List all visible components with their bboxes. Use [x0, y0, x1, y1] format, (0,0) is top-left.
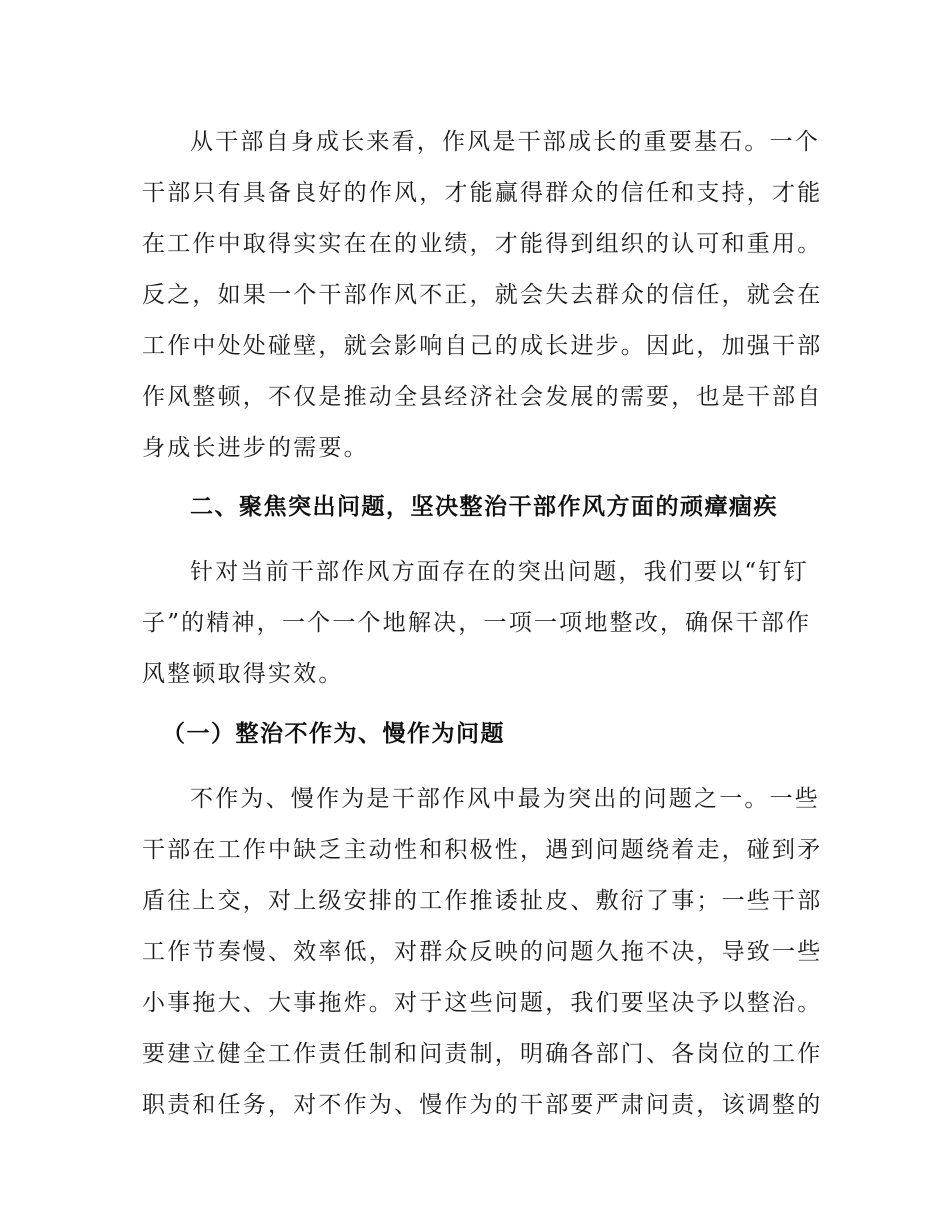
text-line: 不作为、慢作为是干部作风中最为突出的问题之一。一些 — [190, 786, 820, 812]
text-line: 干部在工作中缺乏主动性和积极性，遇到问题绕着走，碰到矛 — [142, 837, 823, 863]
text-line: 从干部自身成长来看，作风是干部成长的重要基石。一个 — [190, 129, 820, 155]
subsection-heading: （一）整治不作为、慢作为问题 — [162, 721, 505, 747]
text-line: 作风整顿，不仅是推动全县经济社会发展的需要，也是干部自 — [142, 384, 823, 410]
text-line: 子”的精神，一个一个地解决，一项一项地整改，确保干部作 — [142, 610, 812, 636]
text-line: 在工作中取得实实在在的业绩，才能得到组织的认可和重用。 — [142, 231, 823, 257]
text-line: 风整顿取得实效。 — [142, 661, 344, 687]
text-line: 要建立健全工作责任制和问责制，明确各部门、各岗位的工作 — [142, 1041, 823, 1067]
text-line: 工作中处处碰壁，就会影响自己的成长进步。因此，加强干部 — [142, 333, 823, 359]
text-line: 职责和任务，对不作为、慢作为的干部要严肃问责，该调整的 — [142, 1092, 823, 1118]
text-line: 工作节奏慢、效率低，对群众反映的问题久拖不决，导致一些 — [142, 939, 823, 965]
text-line: 干部只有具备良好的作风，才能赢得群众的信任和支持，才能 — [142, 180, 823, 206]
text-line: 针对当前干部作风方面存在的突出问题，我们要以“钉钉 — [190, 559, 809, 585]
section-heading: 二、聚焦突出问题，坚决整治干部作风方面的顽瘴痼疾 — [190, 494, 778, 520]
text-line: 身成长进步的需要。 — [142, 435, 369, 461]
text-line: 小事拖大、大事拖炸。对于这些问题，我们要坚决予以整治。 — [142, 990, 823, 1016]
text-line: 反之，如果一个干部作风不正，就会失去群众的信任，就会在 — [142, 282, 823, 308]
text-line: 盾往上交，对上级安排的工作推诿扯皮、敷衍了事；一些干部 — [142, 888, 823, 914]
